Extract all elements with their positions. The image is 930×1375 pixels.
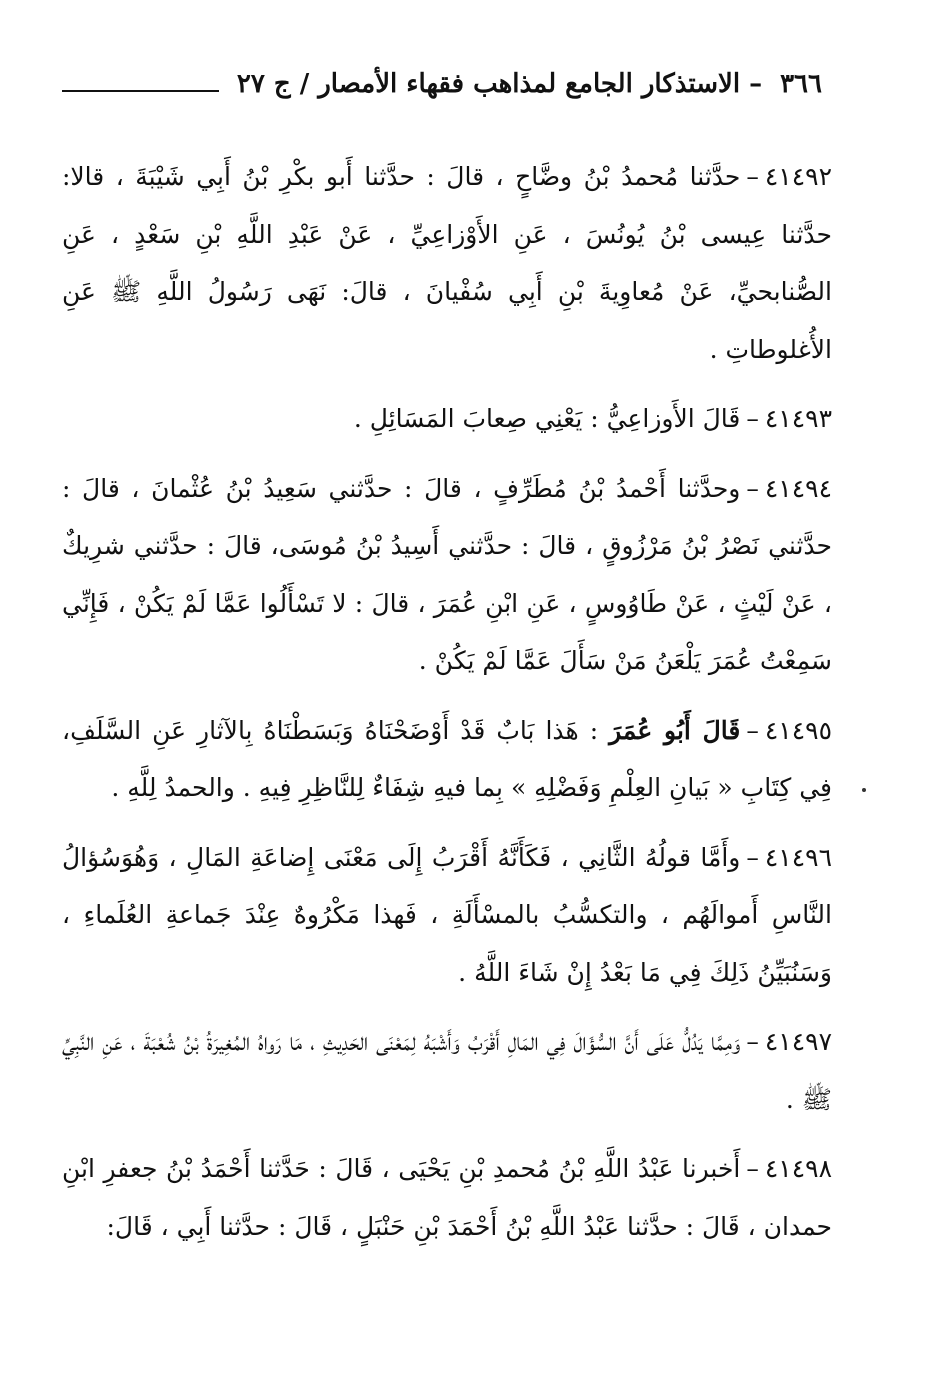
page-number: ٣٦٦ xyxy=(780,69,822,99)
paragraph-text: قَالَ الأَوزاعِيُّ : يَعْنِي صِعابَ المَسَائِلِ . xyxy=(353,404,741,433)
paragraph-number: ٤١٤٩٥ xyxy=(764,715,832,745)
stray-ink-dot xyxy=(862,788,866,792)
paragraph-text: حدَّثنا مُحمدُ بْنُ وضَّاحٍ ، قالَ : حدَّثنا أَبو بكْرِ بْنُ أَبِي شَيْبَةَ ، قالا: حدَّثنا عِيسى بْنُ يُونُسَ ، عَنِ الأَوْزاعِيِّ ، عَنْ عَبْدِ اللَّهِ بْنِ سَعْدٍ ، عَنِ الصُّنابحيِّ، عَنْ مُعاوِيةَ بْنِ أَبِي سُفْيانَ ، قالَ: نَهَى رَسُولُ اللَّهِ ﷺ عَنِ الأُغلوطاتِ . xyxy=(62,162,832,364)
paragraph-text: وأَمَّا قولُهُ الثَّانِي ، فَكَأَنَّهُ أَقْرَبُ إِلَى مَعْنَى إِضاعَةِ المَالِ ، وَهُوَسُؤالُ النَّاسِ أَموالَهُم ، والتكسُّبُ بالمسْأَلَةِ ، فَهذا مَكْرُوهٌ عِنْدَ جَماعةِ العُلَماءِ ، وَسَنُبَيِّنُ ذَلِكَ فِي مَا بَعْدُ إِنْ شَاءَ اللَّهُ . xyxy=(62,842,832,987)
paragraph-41496: ٤١٤٩٦–وأَمَّا قولُهُ الثَّانِي ، فَكَأَنَّهُ أَقْرَبُ إِلَى مَعْنَى إِضاعَةِ المَالِ ، وَهُوَسُؤالُ النَّاسِ أَموالَهُم ، والتكسُّبُ بالمسْأَلَةِ ، فَهذا مَكْرُوهٌ عِنْدَ جَماعةِ العُلَماءِ ، وَسَنُبَيِّنُ ذَلِكَ فِي مَا بَعْدُ إِنْ شَاءَ اللَّهُ . xyxy=(62,842,832,987)
paragraph-number: ٤١٤٩٨ xyxy=(764,1154,832,1183)
paragraph-number: ٤١٤٩٧ xyxy=(764,1027,832,1056)
body-text xyxy=(62,148,832,1267)
paragraph-41492: ٤١٤٩٢–حدَّثنا مُحمدُ بْنُ وضَّاحٍ ، قالَ : حدَّثنا أَبو بكْرِ بْنُ أَبِي شَيْبَةَ ، قالا: حدَّثنا عِيسى بْنُ يُونُسَ ، عَنِ الأَوْزاعِيِّ ، عَنْ عَبْدِ اللَّهِ بْنِ سَعْدٍ ، عَنِ الصُّنابحيِّ، عَنْ مُعاوِيةَ بْنِ أَبِي سُفْيانَ ، قالَ: نَهَى رَسُولُ اللَّهِ ﷺ عَنِ الأُغلوطاتِ . xyxy=(62,162,832,364)
paragraph-lead: قَالَ أَبُو عُمَرَ xyxy=(609,715,741,745)
paragraph-41493: ٤١٤٩٣–قَالَ الأَوزاعِيُّ : يَعْنِي صِعابَ المَسَائِلِ . xyxy=(353,404,832,433)
paragraph-41498: ٤١٤٩٨–أَخبرنا عَبْدُ اللَّهِ بْنُ مُحمدِ بْنِ يَحْيَى ، قَالَ : حَدَّثنا أَحْمَدُ بْنُ جعفرِ ابْنِ حمدان ، قَالَ : حدَّثنا عَبْدُ اللَّهِ بْنُ أَحْمَدَ بْنِ حَنْبَلٍ ، قَالَ : حدَّثنا أَبِي ، قَالَ: xyxy=(62,1154,832,1241)
running-title: – الاستذكار الجامع لمذاهب فقهاء الأمصار / ج ٢٧ xyxy=(236,69,763,99)
running-head xyxy=(62,62,822,106)
paragraph-text: : هَذا بَابٌ قَدْ أَوْضَحْنَاهُ وَبَسَطْنَاهُ بِالآثارِ عَنِ السَّلَفِ، فِي كِتَابِ « بَيانِ العِلْمِ وَفَضْلِهِ » بِما فيهِ شِفَاءٌ لِلنَّاظِرِ فِيهِ . والحمدُ لِلَّهِ . xyxy=(62,715,832,802)
paragraph-text: وحدَّثنا أَحْمدُ بْنُ مُطَرِّفٍ ، قالَ : حدَّثني سَعِيدُ بْنُ عُثْمانَ ، قالَ : حدَّثني نَصْرُ بْنُ مَرْزُوقٍ ، قالَ : حدَّثني أَسِيدُ بْنُ مُوسَى، قالَ : حدَّثني شرِيكٌ ، عَنْ لَيْثٍ ، عَنْ طَاوُوسٍ ، عَنِ ابْنِ عُمَرَ ، قالَ : لا تَسْأَلُوا عَمَّا لَمْ يَكُنْ ، فَإِنِّي سَمِعْتُ عُمَرَ يَلْعَنُ مَنْ سَأَلَ عَمَّا لَمْ يَكُنْ . xyxy=(62,473,832,675)
paragraph-text: وَمِمَّا يَدُلُّ عَلَى أَنَّ السُّؤَالَ فِي المَالِ أَقْرَبُ وَأَشْبَهُ لِمَعْنَى الحَدِيثِ ، مَا رَواهُ المُغِيرَةُ بْنُ شُعْبَةَ ، عَنِ النَّبِيِّ ﷺ . xyxy=(62,1027,832,1114)
paragraph-text: أَخبرنا عَبْدُ اللَّهِ بْنُ مُحمدِ بْنِ يَحْيَى ، قَالَ : حَدَّثنا أَحْمَدُ بْنُ جعفرِ ابْنِ حمدان ، قَالَ : حدَّثنا عَبْدُ اللَّهِ بْنُ أَحْمَدَ بْنِ حَنْبَلٍ ، قَالَ : حدَّثنا أَبِي ، قَالَ: xyxy=(62,1154,832,1241)
paragraph-number: ٤١٤٩٤ xyxy=(764,473,832,503)
paragraph-number: ٤١٤٩٦ xyxy=(764,842,832,872)
paragraph-number: ٤١٤٩٣ xyxy=(764,404,832,433)
paragraph-41495: ٤١٤٩٥–قَالَ أَبُو عُمَرَ : هَذا بَابٌ قَدْ أَوْضَحْنَاهُ وَبَسَطْنَاهُ بِالآثارِ عَنِ السَّلَفِ، فِي كِتَابِ « بَيانِ العِلْمِ وَفَضْلِهِ » بِما فيهِ شِفَاءٌ لِلنَّاظِرِ فِيهِ . والحمدُ لِلَّهِ . xyxy=(62,715,832,802)
header-rule xyxy=(62,90,219,92)
paragraph-number: ٤١٤٩٢ xyxy=(764,162,832,191)
paragraph-41497: ٤١٤٩٧–وَمِمَّا يَدُلُّ عَلَى أَنَّ السُّؤَالَ فِي المَالِ أَقْرَبُ وَأَشْبَهُ لِمَعْنَى الحَدِيثِ ، مَا رَواهُ المُغِيرَةُ بْنُ شُعْبَةَ ، عَنِ النَّبِيِّ ﷺ . xyxy=(62,1027,832,1114)
paragraph-41494: ٤١٤٩٤–وحدَّثنا أَحْمدُ بْنُ مُطَرِّفٍ ، قالَ : حدَّثني سَعِيدُ بْنُ عُثْمانَ ، قالَ : حدَّثني نَصْرُ بْنُ مَرْزُوقٍ ، قالَ : حدَّثني أَسِيدُ بْنُ مُوسَى، قالَ : حدَّثني شرِيكٌ ، عَنْ لَيْثٍ ، عَنْ طَاوُوسٍ ، عَنِ ابْنِ عُمَرَ ، قالَ : لا تَسْأَلُوا عَمَّا لَمْ يَكُنْ ، فَإِنِّي سَمِعْتُ عُمَرَ يَلْعَنُ مَنْ سَأَلَ عَمَّا لَمْ يَكُنْ . xyxy=(62,473,832,675)
